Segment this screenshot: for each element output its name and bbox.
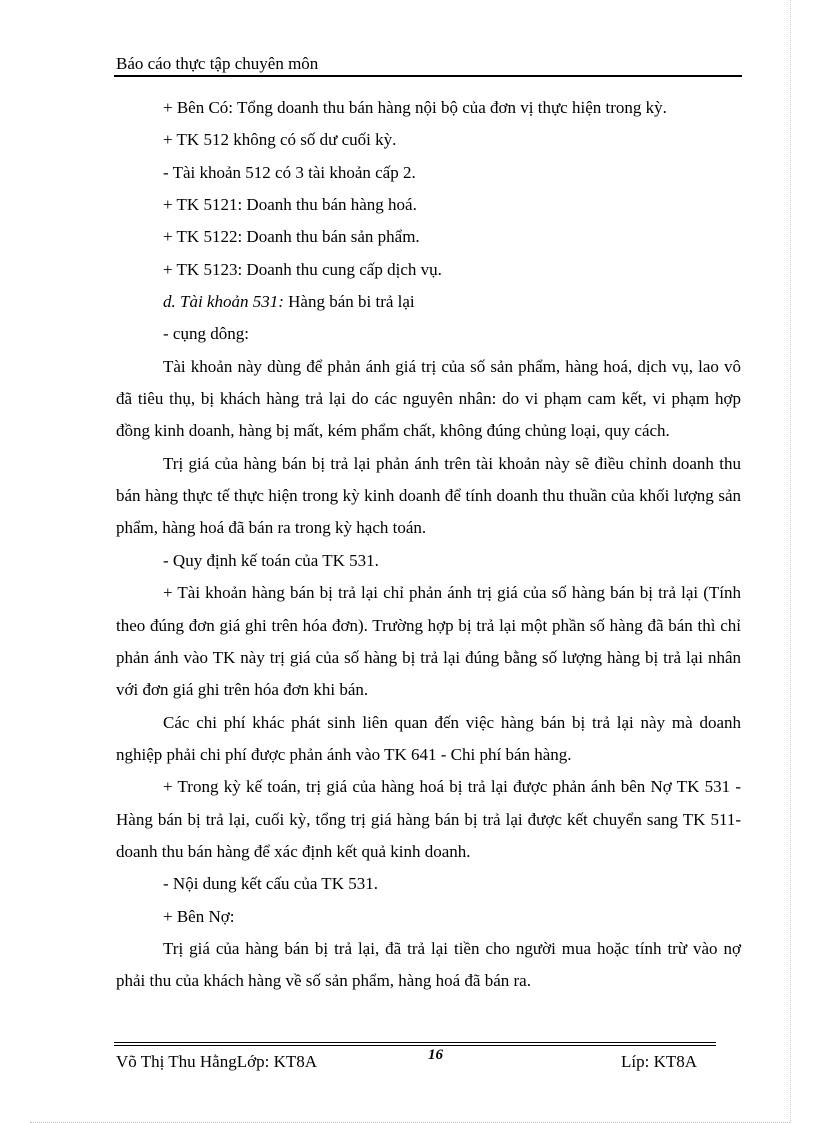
footer-rule-double — [114, 1045, 716, 1046]
footer-author: Võ Thị Thu HằngLớp: KT8A — [116, 1052, 318, 1071]
page-edge-dotted-line-vertical — [790, 0, 791, 1123]
paragraph: Tài khoản này dùng để phản ánh giá trị của số sản phẩm, hàng hoá, dịch vụ, lao vô đã tiêu thụ, bị khách hàng trả lại do các nguyên nhân: do vi phạm cam kết, vi phạm hợp đồng kinh doanh, hàng bị mất, kém phẩm chất, không đúng chủng loại, quy cách. — [116, 356, 741, 441]
footer-class: Líp: KT8A — [621, 1052, 698, 1071]
paragraph: + TK 5123: Doanh thu cung cấp dịch vụ. — [163, 259, 442, 279]
paragraph: + TK 5121: Doanh thu bán hàng hoá. — [163, 195, 417, 215]
paragraph: + TK 512 không có số dư cuối kỳ. — [163, 130, 397, 150]
paragraph: Các chi phí khác phát sinh liên quan đến việc hàng bán bị trả lại này mà doanh nghiệp phải chi phí được phản ánh vào TK 641 - Chi phí bán hàng. — [116, 712, 741, 764]
document-body — [116, 92, 741, 998]
section-heading — [116, 286, 741, 318]
paragraph: Trị giá của hàng bán bị trả lại phản ánh trên tài khoản này sẽ điều chỉnh doanh thu bán hàng thực tế thực hiện trong kỳ kinh doanh để tính doanh thu thuần của khối lượng sản phẩm, hàng hoá đã bán ra trong kỳ hạch toán. — [116, 453, 741, 538]
running-header-title: Báo cáo thực tập chuyên môn — [116, 54, 319, 73]
paragraph: - Quy định kế toán của TK 531. — [163, 550, 379, 570]
paragraph: - Tài khoản 512 có 3 tài khoản cấp 2. — [163, 162, 416, 182]
paragraph: - Nội dung kết cấu của TK 531. — [163, 874, 378, 894]
paragraph: + Bên Nợ: — [163, 906, 235, 926]
section-heading-lead: d. Tài khoản 531: — [163, 292, 284, 312]
header-rule — [114, 75, 742, 77]
page-number: 16 — [428, 1047, 443, 1063]
paragraph: - cụng dông: — [163, 324, 249, 344]
paragraph: + Bên Có: Tổng doanh thu bán hàng nội bộ của đơn vị thực hiện trong kỳ. — [163, 98, 667, 117]
footer-rule — [114, 1042, 716, 1043]
paragraph: + Trong kỳ kế toán, trị giá của hàng hoá bị trả lại được phản ánh bên Nợ TK 531 - Hàng bán bị trả lại, cuối kỳ, tổng trị giá hàng bán bị trả lại được kết chuyển sang TK 511- doanh thu bán hàng để xác định kết quả kinh doanh. — [116, 777, 741, 861]
section-heading-text: Hàng bán bi trả lại — [283, 292, 415, 312]
paragraph: + Tài khoản hàng bán bị trả lại chỉ phản ánh trị giá của số hàng bán bị trả lại (Tính theo đúng đơn giá ghi trên hóa đơn). Trường hợp bị trả lại một phần số hàng đã bán thì chỉ phản ánh vào TK này trị giá của số hàng bị trả lại đúng bằng số lượng hàng bị trả lại nhân với đơn giá ghi trên hóa đơn khi bán. — [116, 583, 741, 700]
paragraph: Trị giá của hàng bán bị trả lại, đã trả lại tiền cho người mua hoặc tính trừ vào nợ phải thu của khách hàng về số sản phẩm, hàng hoá đã bán ra. — [116, 938, 741, 991]
paragraph: + TK 5122: Doanh thu bán sản phẩm. — [163, 227, 420, 247]
